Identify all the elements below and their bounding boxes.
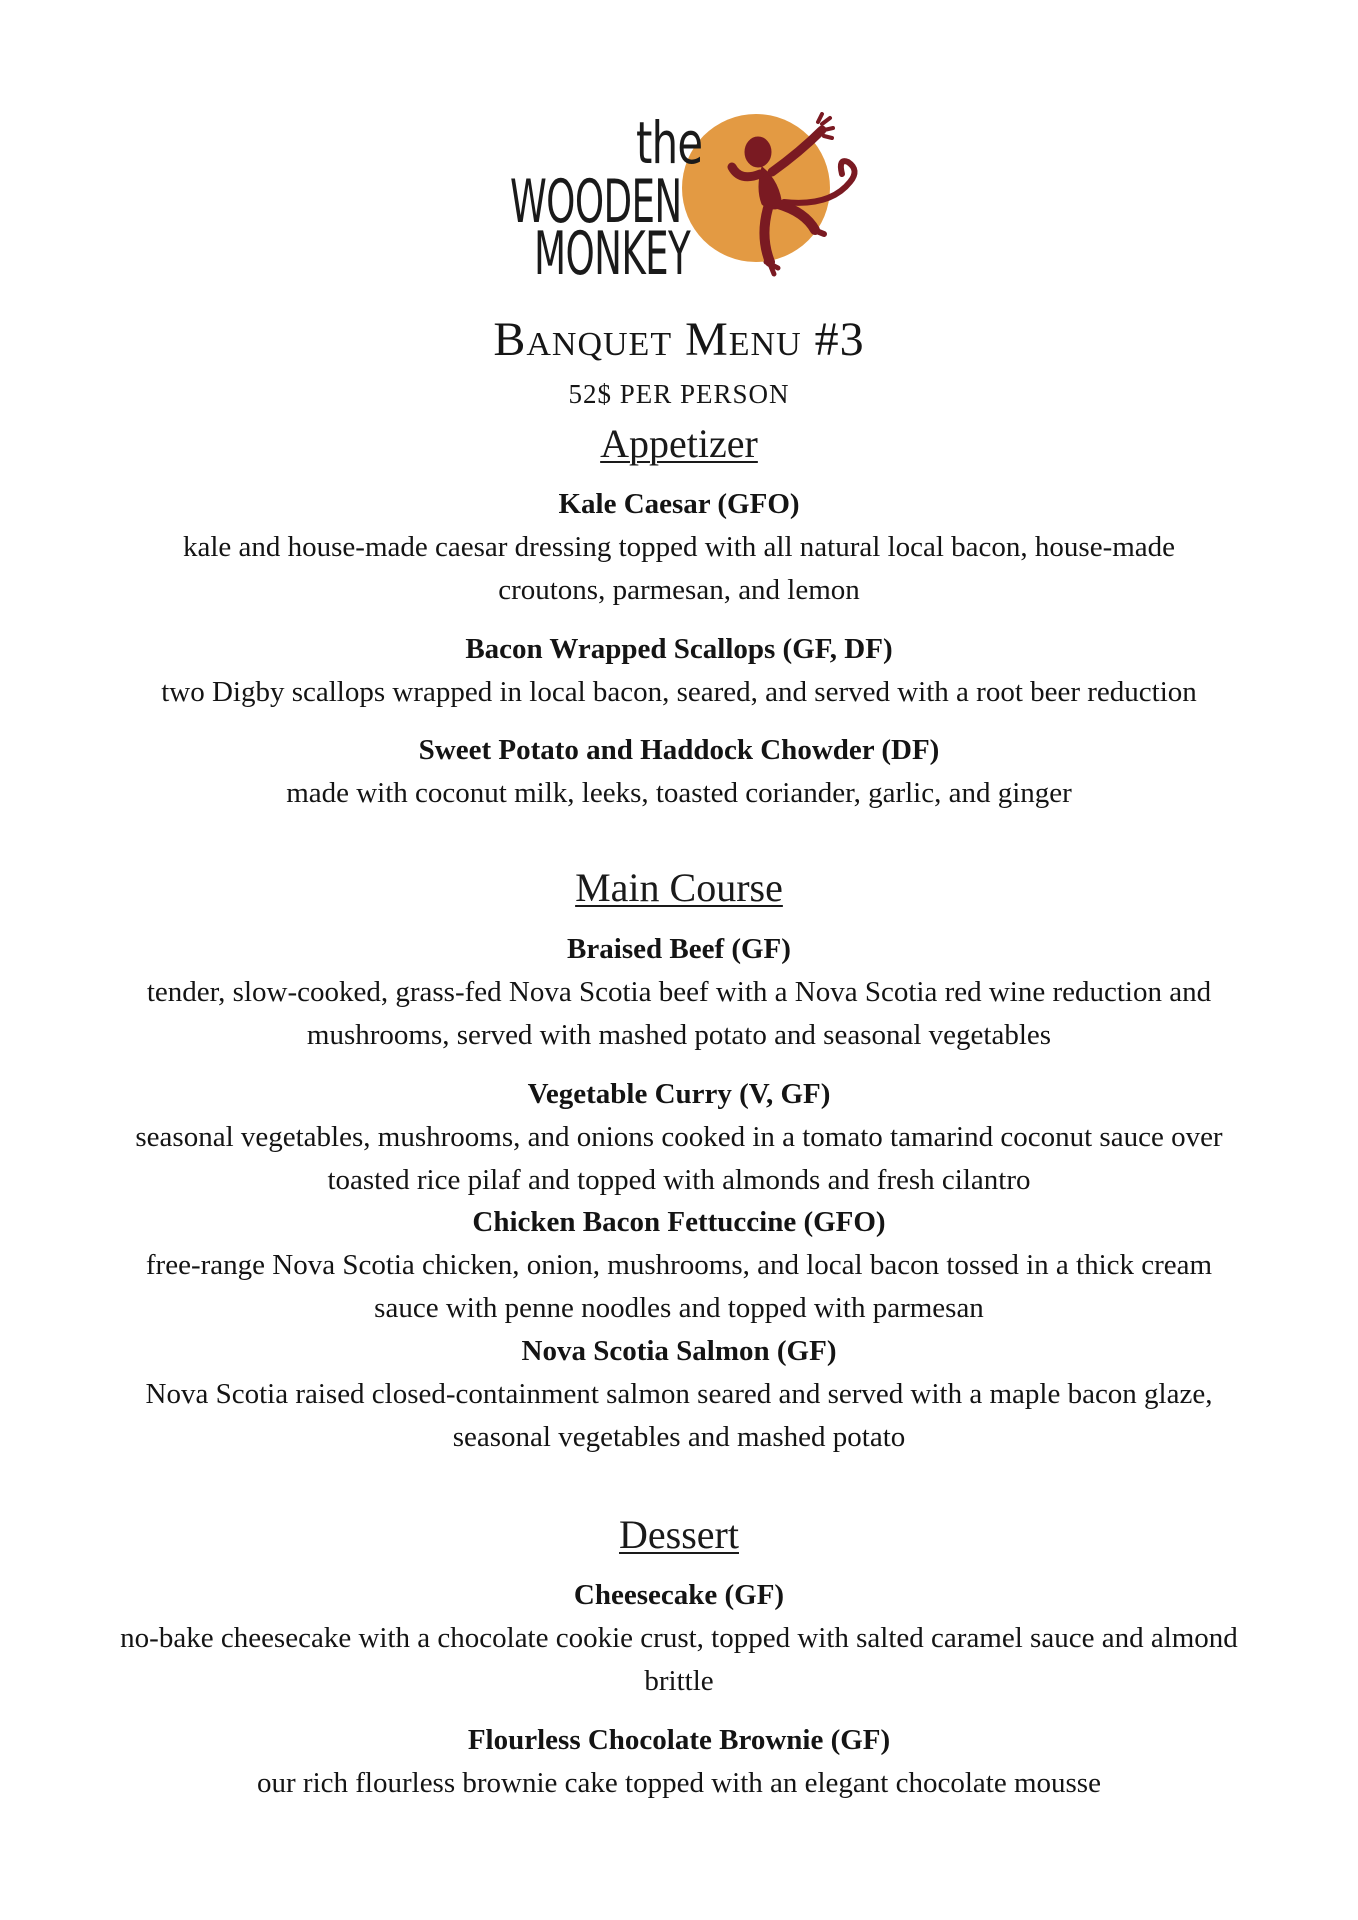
menu-item-description: free-range Nova Scotia chicken, onion, mushrooms, and local bacon tossed in a thick cream sauce with penne noodles and topped with parmesan bbox=[145, 1249, 1213, 1324]
menu-item-name: Bacon Wrapped Scallops (GF, DF) bbox=[465, 633, 893, 665]
logo-word-the: the bbox=[636, 109, 703, 177]
menu-item-name: Sweet Potato and Haddock Chowder (DF) bbox=[418, 734, 940, 766]
menu-item-description: no-bake cheesecake with a chocolate cookie crust, topped with salted caramel sauce and almond brittle bbox=[120, 1622, 1238, 1697]
price-per-person: 52$ PER PERSON bbox=[568, 379, 790, 409]
menu-item-name: Kale Caesar (GFO) bbox=[558, 488, 800, 520]
menu-item-name: Vegetable Curry (V, GF) bbox=[527, 1078, 831, 1110]
menu-title: Banquet Menu #3 bbox=[493, 313, 865, 366]
menu-item-description: Nova Scotia raised closed-containment salmon seared and served with a maple bacon glaze, seasonal vegetables and mashed potato bbox=[145, 1378, 1213, 1453]
section-heading-main-course: Main Course bbox=[575, 865, 783, 910]
monkey-icon bbox=[710, 112, 870, 282]
logo-word-monkey: MONKEY bbox=[534, 219, 691, 289]
menu-item-name: Nova Scotia Salmon (GF) bbox=[521, 1335, 837, 1367]
menu-item-description: tender, slow-cooked, grass-fed Nova Scotia beef with a Nova Scotia red wine reduction and mushrooms, served with mashed potato and seasonal vegetables bbox=[146, 976, 1212, 1051]
section-heading-appetizer: Appetizer bbox=[600, 421, 758, 466]
menu-item-name: Braised Beef (GF) bbox=[567, 933, 791, 965]
menu-item-description: made with coconut milk, leeks, toasted coriander, garlic, and ginger bbox=[286, 777, 1072, 809]
menu-item-description: seasonal vegetables, mushrooms, and onions cooked in a tomato tamarind coconut sauce over toasted rice pilaf and topped with almonds and fresh cilantro bbox=[135, 1121, 1223, 1196]
menu-item-name: Chicken Bacon Fettuccine (GFO) bbox=[472, 1206, 886, 1238]
menu-item-name: Flourless Chocolate Brownie (GF) bbox=[467, 1724, 891, 1756]
section-heading-dessert: Dessert bbox=[619, 1512, 739, 1557]
menu-item-description: kale and house-made caesar dressing topped with all natural local bacon, house-made croutons, parmesan, and lemon bbox=[182, 531, 1176, 606]
wooden-monkey-logo bbox=[510, 109, 860, 289]
menu-item-name: Cheesecake (GF) bbox=[573, 1579, 785, 1611]
logo-word-wooden: WOODEN bbox=[510, 167, 682, 237]
menu-item-description: our rich flourless brownie cake topped with an elegant chocolate mousse bbox=[257, 1767, 1101, 1799]
menu-item-description: two Digby scallops wrapped in local bacon, seared, and served with a root beer reduction bbox=[161, 676, 1197, 708]
